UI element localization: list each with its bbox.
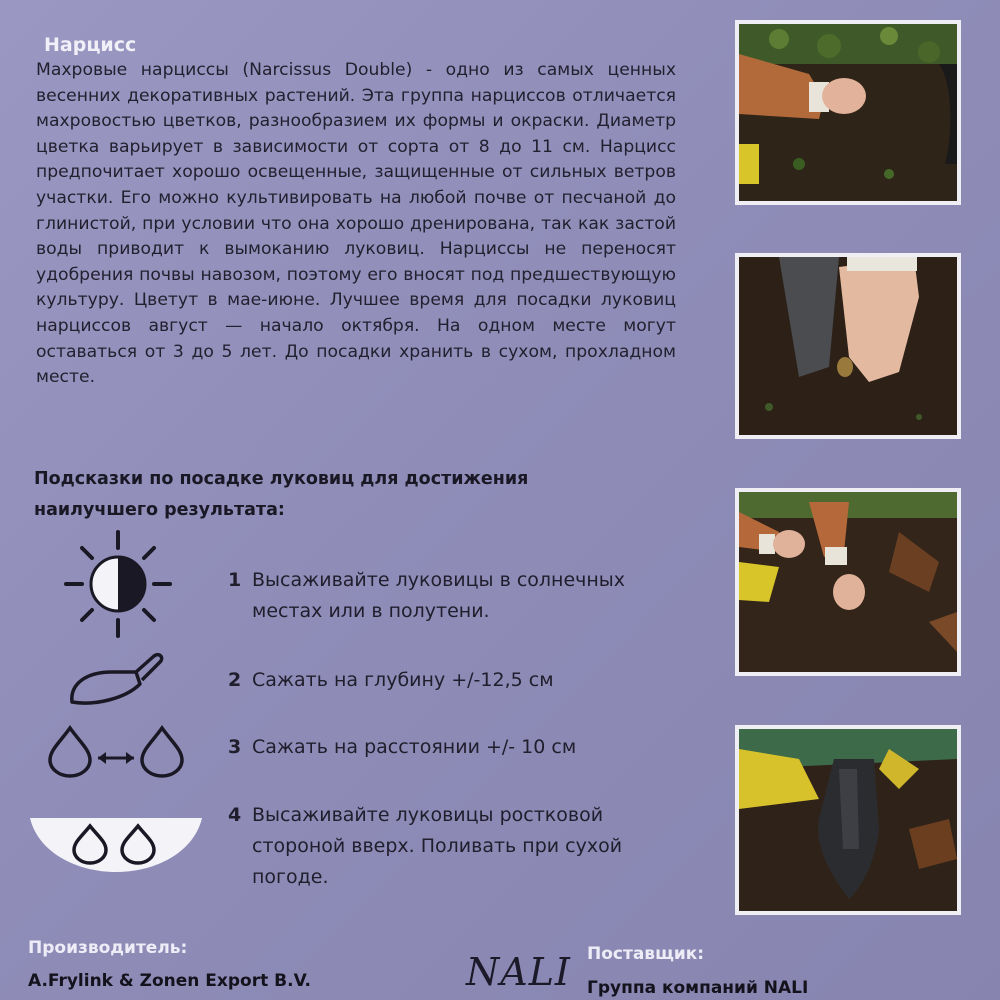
sun-half-shade-icon: [62, 528, 174, 640]
tip-item: [228, 565, 672, 627]
nali-logo: NALI: [466, 950, 571, 994]
tip-number: 3: [228, 736, 242, 758]
manufacturer-label: Производитель:: [28, 938, 188, 958]
planting-photo-4: [735, 725, 961, 915]
bulbs-up-icon: [28, 812, 204, 874]
tips-heading: Подсказки по посадке луковиц для достижения наилучшего результата:: [34, 469, 529, 520]
planting-photo-2: [735, 253, 961, 439]
tip-text: Сажать на глубину +/-12,5 см: [252, 669, 554, 691]
planting-photo-3: [735, 488, 961, 676]
tip-item: [228, 800, 662, 893]
trowel-icon: [66, 648, 166, 710]
manufacturer-name: A.Frylink & Zonen Export B.V.: [28, 971, 311, 991]
tip-text: Сажать на расстоянии +/- 10 см: [252, 736, 577, 758]
supplier-name: Группа компаний NALI: [587, 978, 809, 998]
bulb-spacing-icon: [46, 724, 186, 778]
planting-photo-1: [735, 20, 961, 205]
tip-number: 1: [228, 569, 242, 591]
tip-item: [228, 665, 672, 696]
tip-text: Высаживайте луковицы ростковой стороной вверх. Поливать при сухой погоде.: [252, 804, 623, 888]
tip-number: 2: [228, 669, 242, 691]
tip-item: [228, 732, 672, 763]
description-text: Махровые нарциссы (Narcissus Double) - одно из самых ценных весенних декоративных растений. Эта группа нарциссов отличается махровостью цветков, разнообразием их формы и окраски. Диаметр цветка варьирует в зависимости от сорта от 8 до 11 см. Нарцисс предпочитает хорошо освещенные, защищенные от сильных ветров участки. Его можно культивировать на любой почве от песчаной до глинистой, при условии что она хорошо дренирована, так как застой воды приводит к вымоканию луковиц. Нарциссы не переносят удобрения почвы навозом, поэтому его вносят под предшествующую культуру. Цветут в мае-июне. Лучшее время для посадки луковиц нарциссов август — начало октября. На одном месте могут оставаться от 3 до 5 лет. До посадки хранить в сухом, прохладном месте.: [36, 60, 676, 388]
page-title: Нарцисс: [44, 34, 137, 56]
supplier-label: Поставщик:: [587, 944, 705, 964]
tip-text: Высаживайте луковицы в солнечных местах или в полутени.: [252, 569, 626, 622]
tip-number: 4: [228, 804, 242, 826]
